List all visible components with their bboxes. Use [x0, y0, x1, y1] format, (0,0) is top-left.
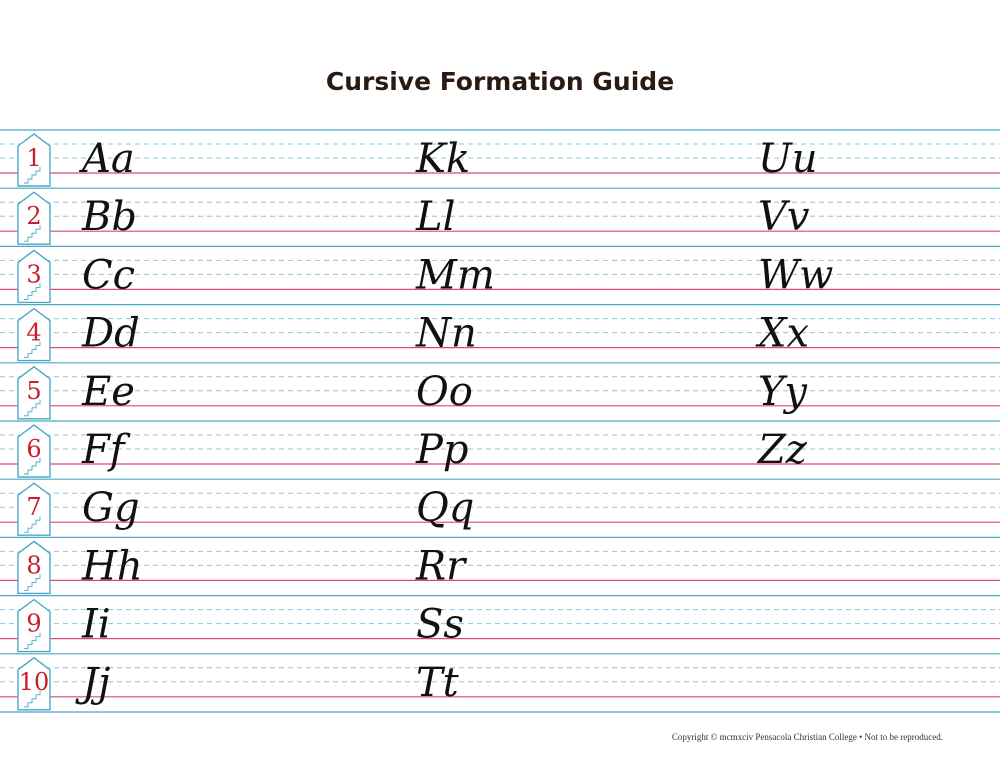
copyright-notice: Copyright © mcmxciv Pensacola Christian College • Not to be reproduced.: [671, 732, 943, 742]
house-number-icon: [18, 250, 50, 302]
letter-pair: Dd: [82, 310, 140, 357]
letter-pair: Jj: [82, 659, 111, 706]
page-title: Cursive Formation Guide: [325, 67, 675, 96]
row-number: 4: [26, 318, 42, 347]
letter-pair: Hh: [82, 543, 143, 590]
house-number-icon: [18, 658, 50, 710]
letter-pair: Oo: [416, 368, 473, 415]
letter-pair: Pp: [416, 427, 469, 473]
row-number: 3: [26, 260, 42, 289]
letter-pair: Ff: [82, 427, 125, 473]
letter-pair: Aa: [82, 136, 135, 182]
letter-pair: Cc: [82, 252, 136, 299]
letter-pair: Mm: [416, 252, 495, 299]
house-number-icon: [18, 367, 50, 419]
house-number-icon: [18, 425, 50, 477]
letter-pair: Vv: [758, 194, 810, 241]
letter-pair: Bb: [82, 194, 137, 241]
row-number: 2: [26, 202, 42, 231]
house-number-icon: [18, 541, 50, 593]
ruled-lines: [0, 130, 1000, 712]
row-number: 7: [26, 493, 42, 522]
row-number: 6: [26, 435, 42, 463]
letter-pair: Nn: [416, 310, 477, 357]
letter-pair: Ww: [758, 252, 834, 299]
house-number-icon: [18, 134, 50, 186]
letter-pair: Yy: [758, 368, 808, 415]
letter-pair: Ii: [82, 601, 111, 648]
letter-pair: Xx: [758, 310, 810, 357]
row-number: 8: [26, 551, 42, 580]
row-number-houses: [18, 134, 50, 710]
house-number-icon: [18, 483, 50, 535]
house-number-icon: [18, 192, 50, 244]
letter-pair: Gg: [82, 485, 140, 532]
letter-pair: Tt: [416, 659, 459, 706]
letter-pair: Ll: [416, 194, 456, 241]
letter-pair: Kk: [416, 136, 471, 182]
house-number-icon: [18, 600, 50, 652]
house-number-icon: [18, 309, 50, 361]
letter-pair: Ss: [416, 601, 464, 648]
letter-pair: Qq: [416, 485, 475, 532]
row-number: 9: [26, 609, 42, 638]
row-number: 5: [26, 376, 42, 405]
row-number: 1: [26, 144, 42, 172]
letter-pair: Ee: [82, 368, 135, 415]
letter-pair: Uu: [758, 136, 818, 182]
letter-pair: Zz: [758, 427, 807, 473]
letter-pair: Rr: [416, 543, 466, 590]
row-number: 10: [18, 667, 50, 696]
